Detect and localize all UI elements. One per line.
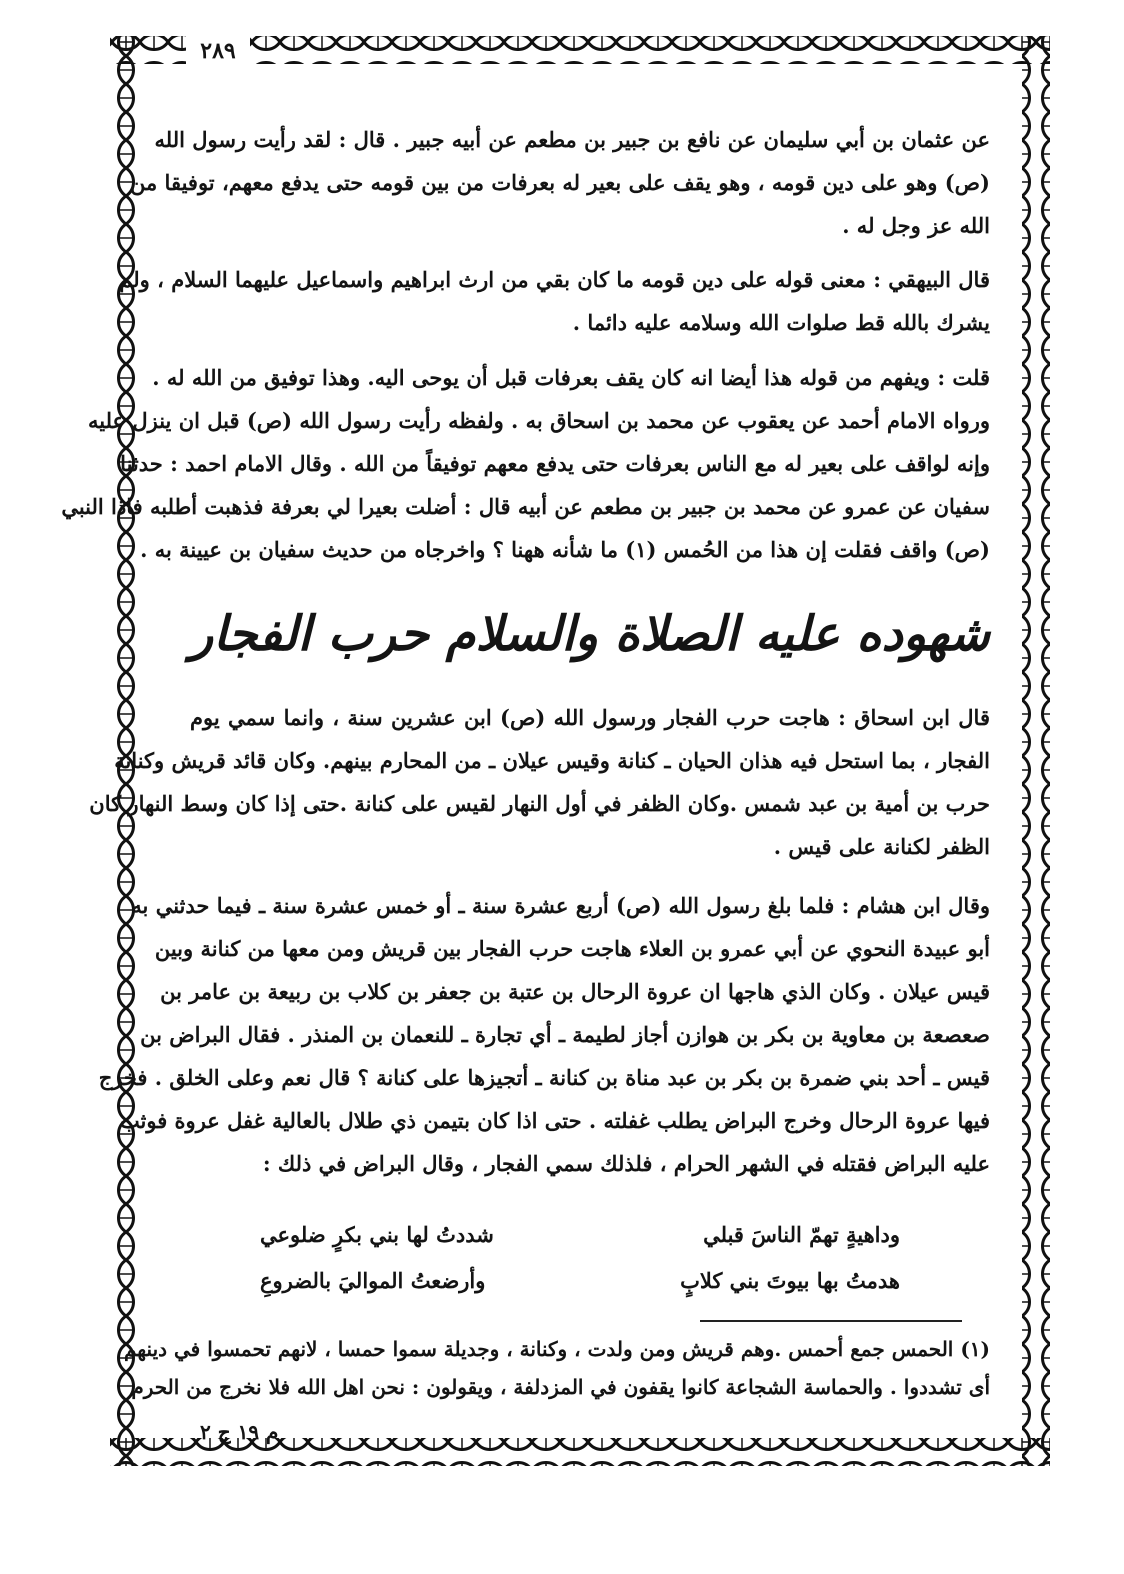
text-line: قيس ـ أحد بني ضمرة بن بكر بن عبد مناة بن كنانة ـ أتجيزها على كنانة ؟ قال نعم وعلى الخلق . فخرج	[98, 1065, 990, 1090]
verse-line	[260, 1258, 900, 1304]
text-line: قلت : ويفهم من قوله هذا أيضا انه كان يقف بعرفات قبل أن يوحى اليه. وهذا توفيق من الله له .	[152, 365, 990, 390]
footnote-divider	[700, 1320, 962, 1322]
paragraph-3	[61, 356, 990, 571]
text-line: الظفر لكنانة على قيس .	[773, 834, 990, 859]
text-line: فيها عروة الرحال وخرج البراض يطلب غفلته . حتى اذا كان بتيمن ذي طلال بالعالية غفل عروة فوثب	[119, 1108, 990, 1133]
text-line: عليه البراض فقتله في الشهر الحرام ، فلذلك سمي الفجار ، وقال البراض في ذلك :	[262, 1151, 990, 1176]
text-line: حرب بن أمية بن عبد شمس .وكان الظفر في أول النهار لقيس على كنانة .حتى إذا كان وسط النهار كان	[89, 791, 990, 816]
paragraph-5	[98, 884, 990, 1185]
text-line: سفيان عن عمرو عن محمد بن جبير بن مطعم عن أبيه قال : أضلت بعيرا لي بعرفة فذهبت أطلبه فاذا النبي	[61, 494, 990, 519]
paragraph-4	[89, 696, 990, 868]
paragraph-1	[130, 118, 990, 247]
printer-signature-mark: م ١٩ ج ٢	[200, 1420, 279, 1444]
text-line: (ص) وهو على دين قومه ، وهو يقف على بعير له بعرفات من بين قومه حتى يدفع معهم، توفيقا من	[130, 170, 990, 195]
verse-hemistich-first: وداهيةٍ تهمّ الناسَ قبلي	[703, 1222, 900, 1247]
text-line: ورواه الامام أحمد عن يعقوب عن محمد بن اسحاق به . ولفظه رأيت رسول الله (ص) قبل ان ينزل عليه	[87, 408, 990, 433]
footnote-line: (١) الحمس جمع أحمس .وهم قريش ومن ولدت ، وكنانة ، وجديلة سموا حمسا ، لانهم تحمسوا في دينهم	[124, 1337, 990, 1361]
poem-verse	[260, 1212, 900, 1304]
verse-hemistich-second: وأرضعتُ المواليَ بالضروعِ	[260, 1268, 486, 1293]
footnote-line: أى تشددوا . والحماسة الشجاعة كانوا يقفون في المزدلفة ، ويقولون : نحن اهل الله فلا نخرج من الحرم	[131, 1375, 990, 1399]
page-number: ٢٨٩	[186, 34, 250, 68]
text-line: قال البيهقي : معنى قوله على دين قومه ما كان بقي من ارث ابراهيم واسماعيل عليهما السلام ، ولم	[119, 267, 990, 292]
text-line: الله عز وجل له .	[842, 213, 990, 238]
text-line: قيس عيلان . وكان الذي هاجها ان عروة الرحال بن عتبة بن جعفر بن كلاب بن ربيعة بن عامر بن	[160, 979, 990, 1004]
text-line: (ص) واقف فقلت إن هذا من الحُمس (١) ما شأنه ههنا ؟ واخرجاه من حديث سفيان بن عيينة به .	[140, 537, 990, 562]
text-line: قال ابن اسحاق : هاجت حرب الفجار ورسول الله (ص) ابن عشرين سنة ، وانما سمي يوم	[190, 705, 990, 730]
paragraph-2	[119, 258, 990, 344]
text-line: صعصعة بن معاوية بن بكر بن هوازن أجاز لطيمة ـ أي تجارة ـ للنعمان بن المنذر . فقال البراض بن	[140, 1022, 990, 1047]
text-line: عن عثمان بن أبي سليمان عن نافع بن جبير بن مطعم عن أبيه جبير . قال : لقد رأيت رسول الله	[154, 127, 990, 152]
text-line: أبو عبيدة النحوي عن أبي عمرو بن العلاء هاجت حرب الفجار بين قريش ومن معها من كنانة وبين	[154, 936, 990, 961]
footnote	[124, 1330, 990, 1406]
verse-line	[260, 1212, 900, 1258]
text-line: يشرك بالله قط صلوات الله وسلامه عليه دائما .	[572, 310, 990, 335]
verse-hemistich-second: شددتُ لها بني بكرٍ ضلوعي	[260, 1222, 494, 1247]
text-line: وقال ابن هشام : فلما بلغ رسول الله (ص) أربع عشرة سنة ـ أو خمس عشرة سنة ـ فيما حدثني به	[131, 893, 990, 918]
text-line: وإنه لواقف على بعير له مع الناس بعرفات حتى يدفع معهم توفيقاً من الله . وقال الامام احمد : حدثنا	[120, 451, 990, 476]
section-heading: شهوده عليه الصلاة والسلام حرب الفجار	[189, 606, 990, 662]
text-line: الفجار ، بما استحل فيه هذان الحيان ـ كنانة وقيس عيلان ـ من المحارم بينهم. وكان قائد قريش وكنانة	[114, 748, 990, 773]
verse-hemistich-first: هدمتُ بها بيوتَ بني كلابٍ	[680, 1268, 900, 1293]
